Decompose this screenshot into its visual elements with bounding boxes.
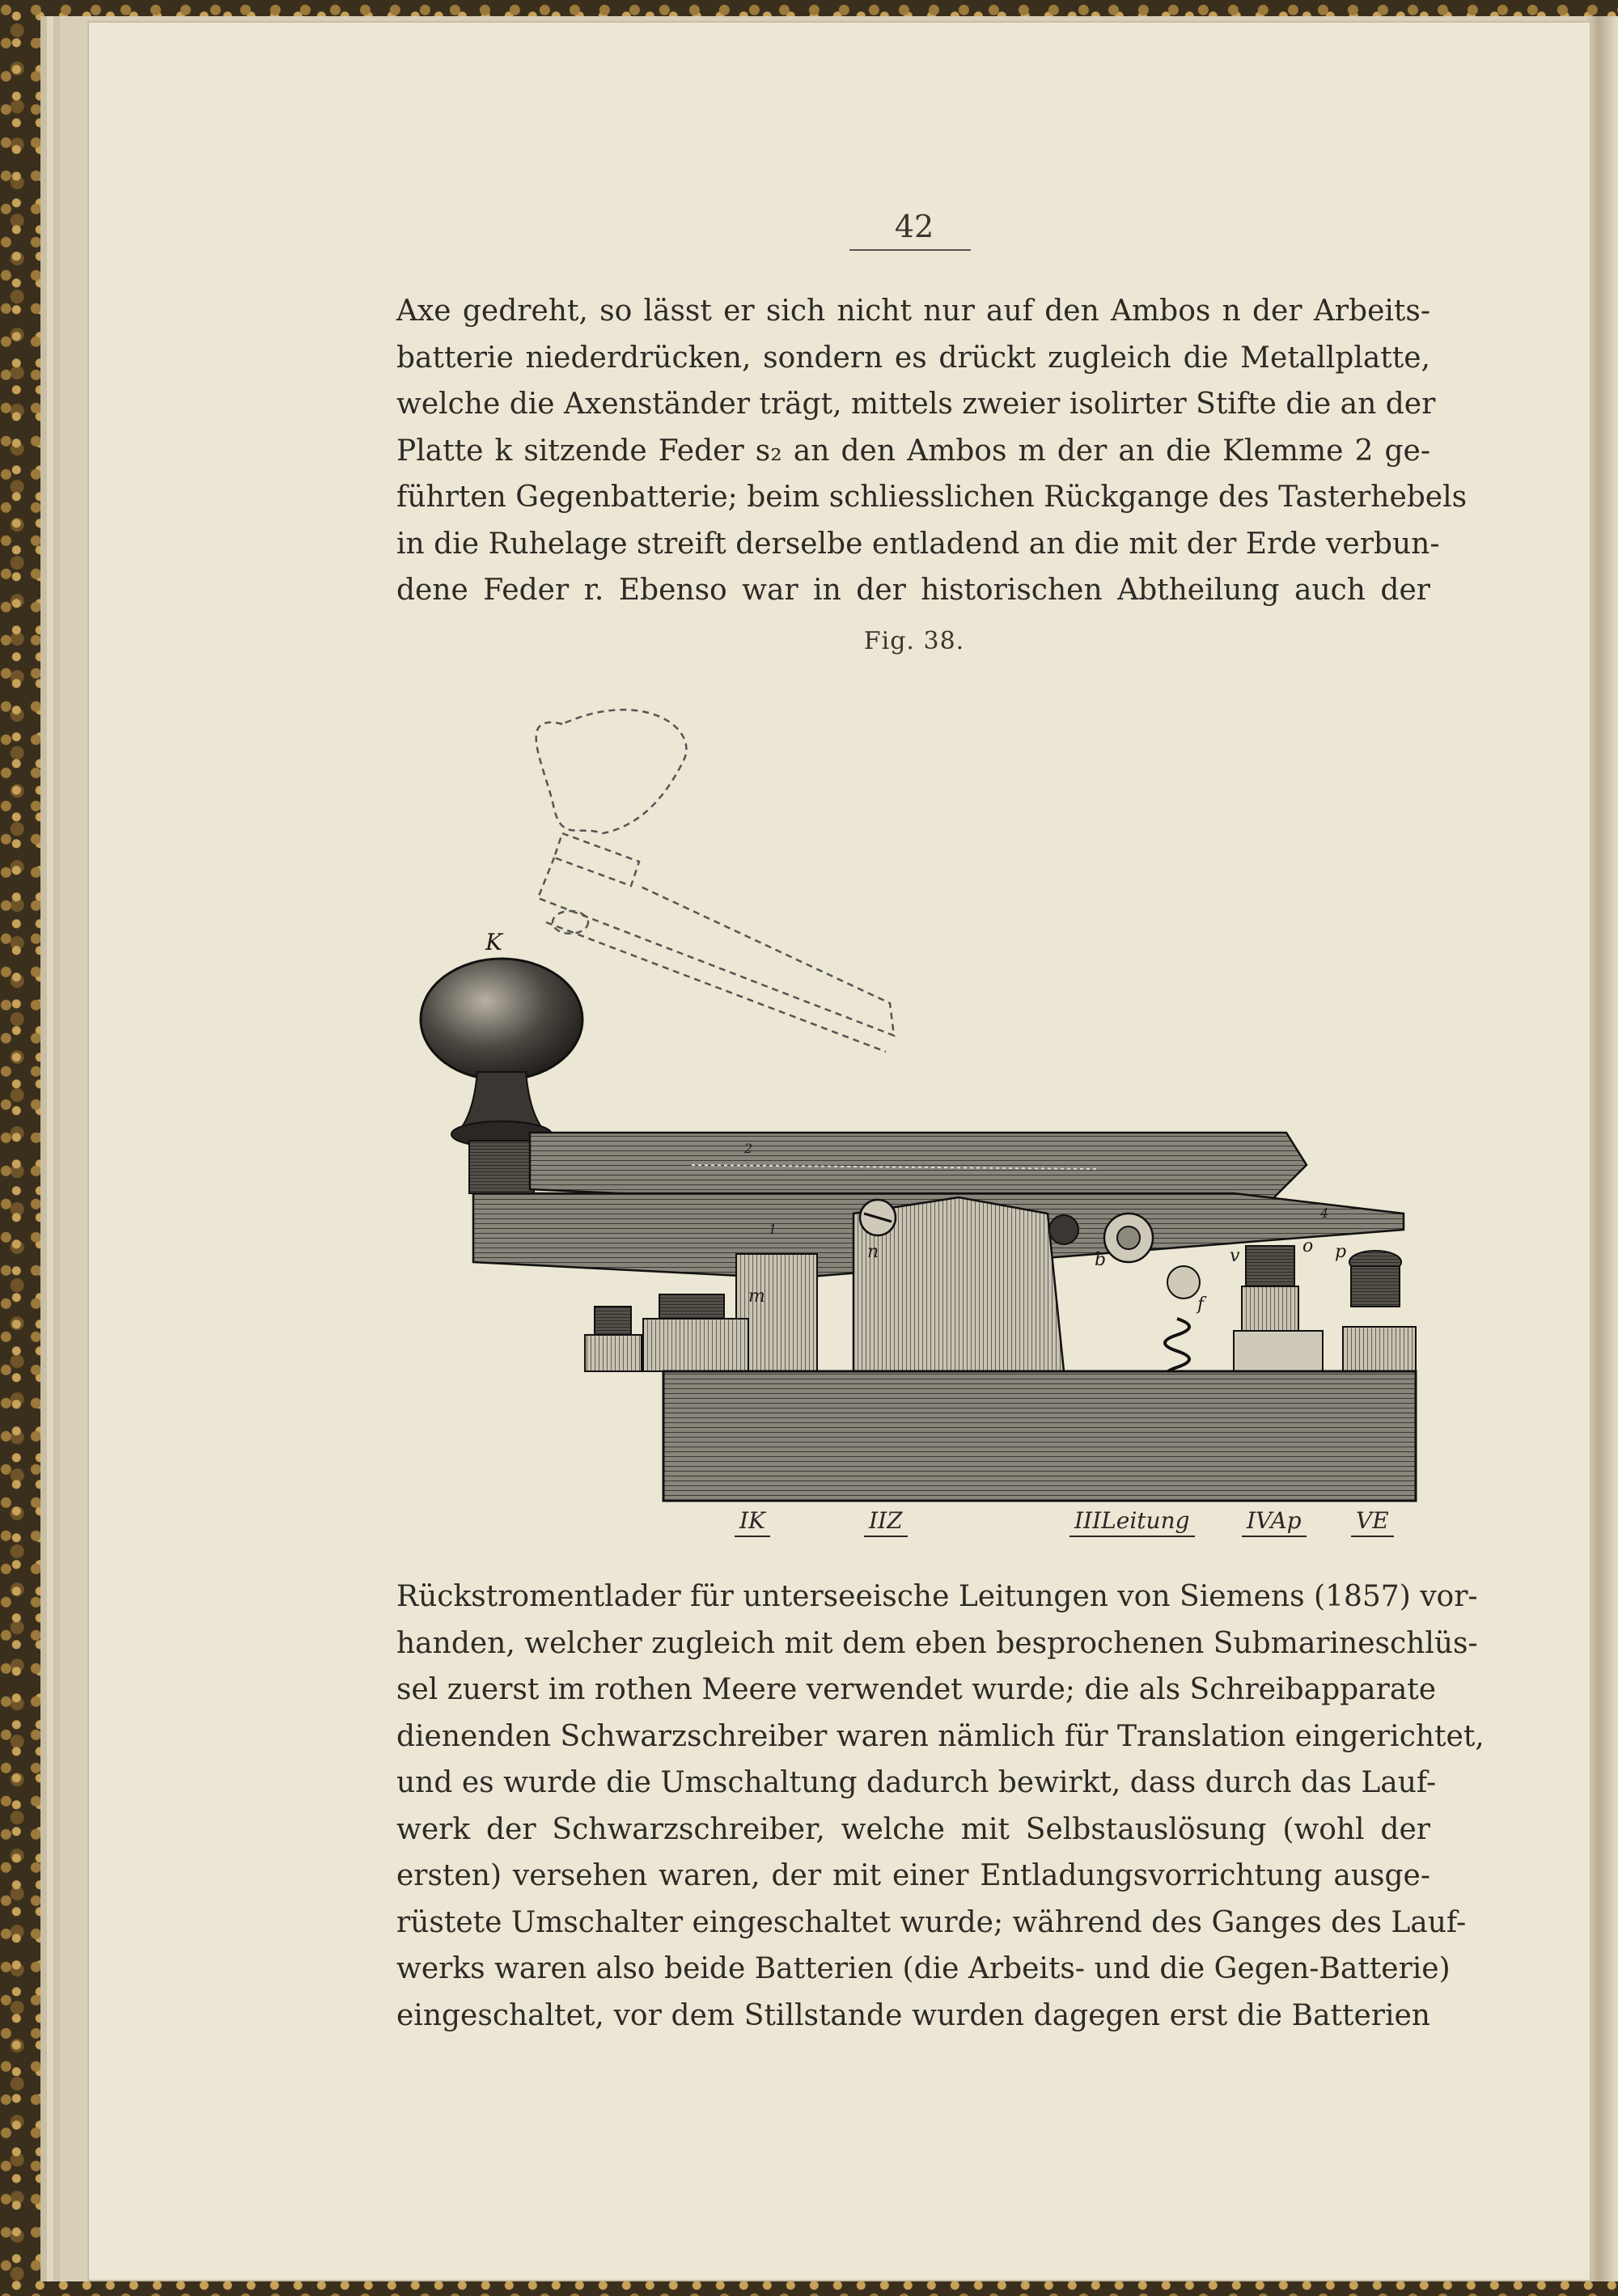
- part-label-2: 2: [744, 1141, 753, 1156]
- top-paragraph: [396, 288, 1468, 614]
- text-line: und es wurde die Umschaltung dadurch bewirkt, dass durch das Lauf-: [396, 1766, 1437, 1799]
- text-line: führten Gegenbatterie; beim schliesslichen Rückgange des Tasterhebels: [396, 481, 1468, 514]
- page-number: 42: [894, 209, 934, 244]
- book-fore-edge: [1586, 16, 1618, 2281]
- part-label-p: p: [1335, 1242, 1347, 1262]
- terminal-label-1: IK: [735, 1507, 770, 1537]
- terminal-label-2: IIZ: [864, 1507, 908, 1537]
- part-label-o: o: [1302, 1236, 1314, 1256]
- text-line: dienenden Schwarzschreiber waren nämlich für Translation eingerichtet,: [396, 1719, 1485, 1753]
- text-line: eingeschaltet, vor dem Stillstande wurden dagegen erst die Batterien: [396, 1998, 1430, 2032]
- text-line: batterie niederdrücken, sondern es drückt zugleich die Metallplatte,: [396, 341, 1430, 375]
- text-line: welche die Axenständer trägt, mittels zweier isolirter Stifte die an der: [396, 388, 1436, 421]
- text-line: ersten) versehen waren, der mit einer Entladungsvorrichtung ausge-: [396, 1859, 1430, 1892]
- text-line: werk der Schwarzschreiber, welche mit Selbstauslösung (wohl der: [396, 1812, 1430, 1846]
- wooden-base: [663, 1371, 1416, 1501]
- page-number-rule: [849, 249, 971, 251]
- text-line: sel zuerst im rothen Meere verwendet wurde; die als Schreibapparate: [396, 1673, 1437, 1706]
- text-line: Platte k sitzende Feder s₂ an den Ambos m der an die Klemme 2 ge-: [396, 434, 1430, 468]
- bottom-paragraph: [396, 1574, 1485, 2039]
- text-line: dene Feder r. Ebenso war in der historischen Abtheilung auch der: [396, 574, 1430, 607]
- text-line: rüstete Umschalter eingeschaltet wurde; während des Ganges des Lauf-: [396, 1905, 1467, 1939]
- part-label-4: 4: [1320, 1205, 1329, 1221]
- text-line: Rückstromentlader für unterseeische Leitungen von Siemens (1857) vor-: [396, 1580, 1478, 1613]
- text-line: werks waren also beide Batterien (die Arbeits- und die Gegen-Batterie): [396, 1952, 1451, 1985]
- part-label-1: 1: [769, 1222, 777, 1237]
- figure-caption: Fig. 38.: [863, 627, 965, 655]
- terminal-label-4: IVAp: [1242, 1507, 1307, 1537]
- part-label-n: n: [867, 1242, 879, 1262]
- text-line: handen, welcher zugleich mit dem eben besprochenen Submarineschlüs-: [396, 1626, 1478, 1660]
- text-line: in die Ruhelage streift derselbe entladend an die mit der Erde verbun-: [396, 527, 1440, 561]
- knob-label: K: [485, 929, 502, 955]
- text-line: Axe gedreht, so lässt er sich nicht nur auf den Ambos n der Arbeits-: [396, 294, 1430, 328]
- dashed-raised-position: [536, 710, 894, 1052]
- part-label-v: v: [1230, 1246, 1240, 1266]
- terminal-label-3: IIILeitung: [1069, 1507, 1195, 1537]
- part-label-b: b: [1095, 1250, 1107, 1270]
- telegraph-key-illustration: [400, 680, 1428, 1553]
- terminal-label-5: VE: [1351, 1507, 1394, 1537]
- part-label-f: f: [1197, 1294, 1205, 1315]
- part-label-m: m: [748, 1286, 765, 1307]
